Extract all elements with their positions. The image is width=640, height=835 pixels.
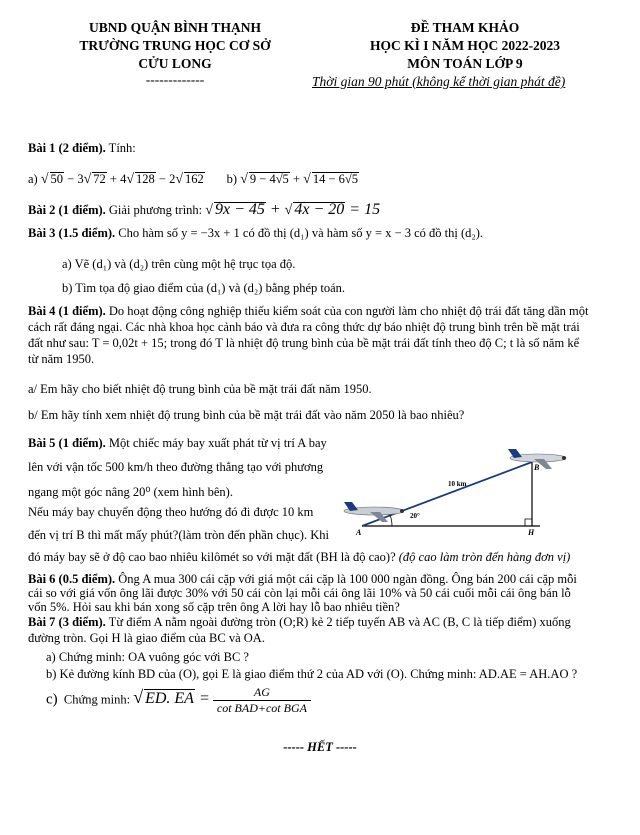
bai7-a: a) Chứng minh: OA vuông góc với BC ? xyxy=(46,650,249,664)
bai5-line5: đến vị trí B thì mất mấy phút?(làm tròn đến phần chục). Khi xyxy=(28,528,329,542)
flight-path-line xyxy=(362,462,532,526)
bai2-heading: Bài 2 (1 điểm). Giải phương trình: √ 9x − 45 + √ 4x − 20 = 15 xyxy=(28,201,381,218)
bai4-line2: cách rất đáng ngại. Các nhà khoa học cảnh báo và đưa ra công thức dự báo nhiệt độ trung bình trên bề mặt trái xyxy=(28,320,580,334)
bai6-line3: vốn 5%. Hỏi sau khi bán xong số cặp trên ông A lời hay lỗ bao nhiêu tiền? xyxy=(28,600,400,614)
fig-angle-label: 20° xyxy=(410,512,420,520)
bai3-a: a) Vẽ (d₁) và (d₂) trên cùng một hệ trục tọa độ. xyxy=(62,257,296,271)
bai6-line2: cái so với giá vốn ông lãi được 30% với 50 cái còn lại mỗi cái ông lãi 10% và 50 cái cuối mỗi cái ông bán lỗ xyxy=(28,586,571,600)
bai6-line1: Bài 6 (0.5 điểm). Ông A mua 300 cái cặp với giá một cái cặp là 100 000 ngàn đồng. Ông bán 200 cái cặp mỗi xyxy=(28,572,577,586)
header-left-line1: UBND QUẬN BÌNH THẠNH xyxy=(89,20,261,35)
bai7-b: b) Kẻ đường kính BD của (O), gọi E là giao điểm thứ 2 của AD với (O). Chứng minh: AD.AE = AH.AO ? xyxy=(46,667,578,681)
header-left-divider: ------------- xyxy=(145,72,205,87)
fig-point-b: B xyxy=(534,463,540,472)
bai5-line3: ngang một góc nâng 20⁰ (xem hình bên). xyxy=(28,485,233,499)
header-right-line1: ĐỀ THAM KHẢO xyxy=(410,20,520,35)
bai4-a: a/ Em hãy cho biết nhiệt độ trung bình của bề mặt trái đất năm 1950. xyxy=(28,382,372,396)
angle-arc xyxy=(390,515,392,526)
header-right-line2: HỌC KÌ I NĂM HỌC 2022-2023 xyxy=(369,38,561,53)
fig-distance-label: 10 km xyxy=(448,480,467,488)
bai4-b: b/ Em hãy tính xem nhiệt độ trung bình của bề mặt trái đất vào năm 2050 là bao nhiêu? xyxy=(28,408,465,422)
bai3-heading: Bài 3 (1.5 điểm). Cho hàm số y = −3x + 1 có đồ thị (d₁) và hàm số y = x − 3 có đồ thị (d₂). xyxy=(28,226,484,240)
bai5-line2: lên với vận tốc 500 km/h theo đường thẳng tạo với phương xyxy=(28,460,324,474)
bai7-c: c) Chứng minh: √ ED. EA = $\frac{AG}{\cot \overline{BAD}+\cot \overline{BGA}}$ xyxy=(46,685,311,716)
fig-point-h: H xyxy=(528,528,535,537)
bai5-last: đó máy bay sẽ ở độ cao bao nhiêu kilômét so với mặt đất (BH là độ cao)? (độ cao làm tròn đến hàng đơn vị) xyxy=(28,550,571,564)
bai4-line1: Bài 4 (1 điểm). Do hoạt động công nghiệp thiếu kiểm soát của con người làm cho nhiệt độ trái đất tăng dần một xyxy=(28,304,589,318)
header-time: Thời gian 90 phút (không kể thời gian phát đề) xyxy=(312,74,566,89)
c-fraction: $\frac{AG}{\cot \overline{BAD}+\cot \overline{BGA}}$ xyxy=(213,685,311,716)
footer-end: ----- HẾT ----- xyxy=(283,740,357,754)
fig-point-a: A xyxy=(356,528,362,537)
airplane-figure xyxy=(340,442,570,537)
header-left-line3: CỬU LONG xyxy=(138,56,212,71)
bai3-b: b) Tìm tọa độ giao điểm của (d₁) và (d₂) bằng phép toán. xyxy=(62,281,346,295)
right-angle-mark xyxy=(525,519,532,526)
bai5-line4: Nếu máy bay chuyển động theo hướng đó đi được 10 km xyxy=(28,505,314,519)
header-right-line3: MÔN TOÁN LỚP 9 xyxy=(407,56,523,71)
bai4-line3: đất như sau: T = 0,02t + 15; trong đó T là nhiệt độ trung bình của bề mặt trái đất tính theo độ C; t là số năm kể xyxy=(28,336,580,350)
bai4-line4: từ năm 1950. xyxy=(28,352,95,366)
bai5-line1: Bài 5 (1 điểm). Một chiếc máy bay xuất phát từ vị trí A bay xyxy=(28,436,327,450)
plane-a-icon xyxy=(344,502,404,522)
header-left-line2: TRƯỜNG TRUNG HỌC CƠ SỞ xyxy=(79,38,271,53)
bai7-line1: Bài 7 (3 điểm). Từ điểm A nằm ngoài đường tròn (O;R) kẻ 2 tiếp tuyến AB và AC (B, C là tiếp điểm) xuống xyxy=(28,615,571,629)
bai1-expressions: a) √ 50 − 3√ 72 + 4√ 128 − 2√ 162 b) √ 9 − 4√5 + √ 14 − 6√5 xyxy=(28,172,358,187)
bai1-heading: Bài 1 (2 điểm). Tính: xyxy=(28,141,136,155)
bai7-line2: đường tròn. Gọi H là giao điểm của BC và OA. xyxy=(28,631,265,645)
